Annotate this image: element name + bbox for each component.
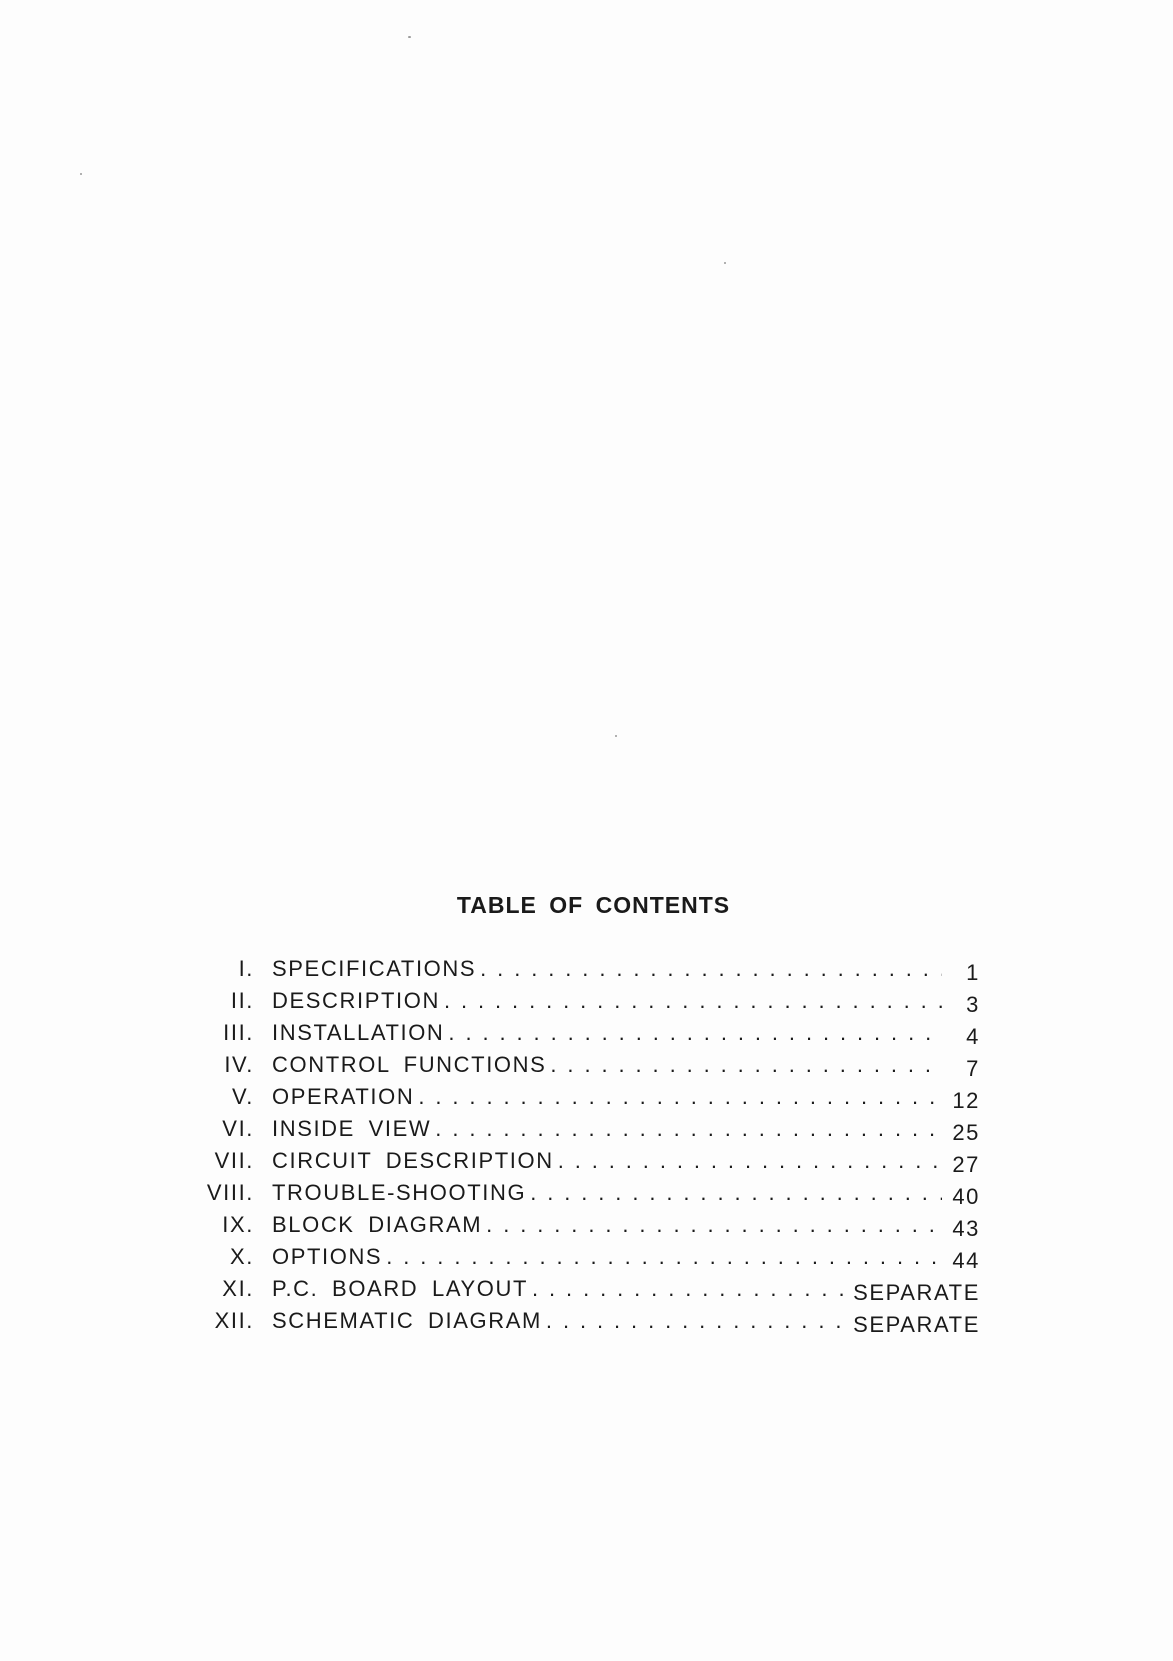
toc-entry-page: 44 xyxy=(952,1248,980,1273)
toc-entry-page: 40 xyxy=(952,1184,980,1209)
toc-entry-number: XI. xyxy=(222,1276,254,1301)
toc-entry xyxy=(190,1308,980,1340)
toc-entry-page: 7 xyxy=(966,1056,980,1081)
toc-entry-page: SEPARATE xyxy=(853,1280,980,1305)
toc-entry-label: OPERATION xyxy=(272,1084,415,1109)
toc-dot-leader xyxy=(386,1244,942,1270)
toc-dot-leader xyxy=(530,1180,942,1206)
toc-entry xyxy=(190,1052,980,1084)
toc-entry-label: BLOCK DIAGRAM xyxy=(272,1212,483,1237)
toc-entry xyxy=(190,1020,980,1052)
toc-entry-page: 25 xyxy=(952,1120,980,1145)
toc-entry-number: IX. xyxy=(222,1212,254,1237)
toc-entry-number: IV. xyxy=(224,1052,254,1077)
toc-entry-label: DESCRIPTION xyxy=(272,988,440,1013)
toc-entry-page: 12 xyxy=(952,1088,980,1113)
toc-entry-number: VIII. xyxy=(206,1180,254,1205)
toc-entry-label: CIRCUIT DESCRIPTION xyxy=(272,1148,554,1173)
toc-entry-page: 43 xyxy=(952,1216,980,1241)
toc-entry-page: 27 xyxy=(952,1152,980,1177)
toc-dot-leader xyxy=(480,956,942,982)
toc-entry-number: II. xyxy=(230,988,254,1013)
scan-speck xyxy=(615,735,617,737)
toc-entry-number: X. xyxy=(230,1244,254,1269)
toc-entry-label: SPECIFICATIONS xyxy=(272,956,477,981)
toc-entry-number: VII. xyxy=(214,1148,254,1173)
toc-entry xyxy=(190,1084,980,1116)
toc-entry-label: SCHEMATIC DIAGRAM xyxy=(272,1308,542,1333)
toc-dot-leader xyxy=(532,1276,849,1302)
toc-entry xyxy=(190,1180,980,1212)
scan-speck xyxy=(408,36,411,38)
toc-entry-label: INSIDE VIEW xyxy=(272,1116,432,1141)
toc-entry-label: CONTROL FUNCTIONS xyxy=(272,1052,547,1077)
toc-dot-leader xyxy=(418,1084,942,1110)
toc-dot-leader xyxy=(546,1308,849,1334)
toc-dot-leader xyxy=(558,1148,942,1174)
toc-entry xyxy=(190,1116,980,1148)
toc-entry-number: V. xyxy=(232,1084,254,1109)
toc-entry-label: P.C. BOARD LAYOUT xyxy=(272,1276,528,1301)
scan-speck xyxy=(724,262,726,264)
toc-dot-leader xyxy=(444,988,942,1014)
toc-dot-leader xyxy=(448,1020,942,1046)
toc-entry xyxy=(190,1276,980,1308)
toc-entry-label: TROUBLE-SHOOTING xyxy=(272,1180,527,1205)
toc-entry xyxy=(190,1148,980,1180)
toc-entry-page: SEPARATE xyxy=(853,1312,980,1337)
toc-entry-number: XII. xyxy=(214,1308,254,1333)
toc-entry-label: OPTIONS xyxy=(272,1244,383,1269)
toc-entry-label: INSTALLATION xyxy=(272,1020,445,1045)
toc-dot-leader xyxy=(550,1052,942,1078)
toc-entry xyxy=(190,956,980,988)
toc-entry-page: 1 xyxy=(966,960,980,985)
toc-entry xyxy=(190,1212,980,1244)
toc-entry-page: 4 xyxy=(966,1024,980,1049)
toc-title: TABLE OF CONTENTS xyxy=(456,892,731,918)
toc-entry-number: III. xyxy=(223,1020,254,1045)
scan-speck xyxy=(80,173,82,175)
toc-entry-number: VI. xyxy=(222,1116,254,1141)
toc-list xyxy=(190,956,980,1340)
toc-dot-leader xyxy=(435,1116,942,1142)
toc-entry xyxy=(190,1244,980,1276)
toc-entry-number: I. xyxy=(238,956,254,981)
toc-dot-leader xyxy=(486,1212,942,1238)
toc-entry-page: 3 xyxy=(966,992,980,1017)
toc-entry xyxy=(190,988,980,1020)
